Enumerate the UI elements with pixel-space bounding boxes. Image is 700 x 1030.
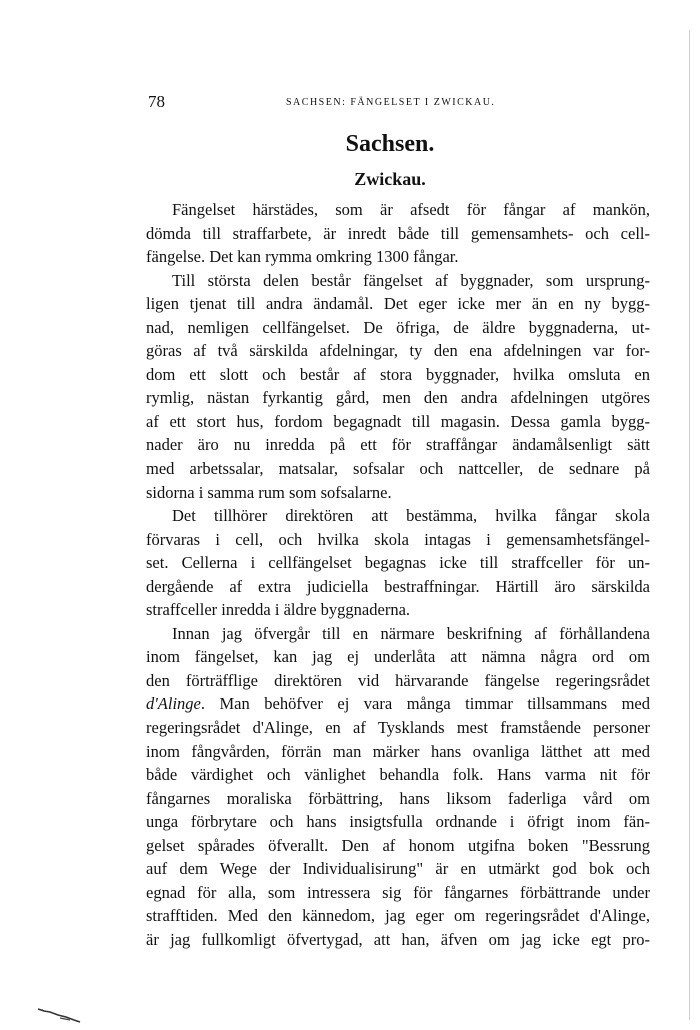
text-line: set. Cellerna i cellfängelset begagnas icke till straffceller för un- — [146, 553, 650, 573]
text-line: fängelse. Det kan rymma omkring 1300 fångar. — [146, 247, 459, 267]
text-line: inom fångvården, förrän man märker hans ovanliga lätthet att med — [146, 741, 650, 761]
text-line: fångarnes moraliska förbättring, hans liksom faderliga vård om — [146, 788, 650, 808]
text-line: gelset spårades öfverallt. Den af honom utgifna boken "Bessrung — [146, 835, 650, 855]
text-line: den förträfflige direktören vid härvarande fängelse regeringsrådet — [146, 670, 650, 690]
text-line: strafftiden. Med den kännedom, jag eger om regeringsrådet d'Alinge, — [146, 906, 650, 926]
page-number: 78 — [148, 92, 165, 111]
text-line: d'Alinge. Man behöfver ej vara många timmar tillsammans med — [146, 694, 650, 714]
text-line: dergående af extra judiciella bestraffningar. Härtill äro särskilda — [146, 576, 650, 596]
text-line: straffceller inredda i äldre byggnaderna. — [146, 600, 411, 620]
text-line: nad, nemligen cellfängelset. De öfriga, de äldre byggnaderna, ut- — [146, 317, 650, 337]
text-line: unga förbrytare och hans insigtsfulla ordnande i öfrigt inom fän- — [146, 812, 650, 832]
text-line: auf dem Wege der Individualisirung" är en utmärkt god bok och — [146, 859, 650, 879]
text-line: förvaras i cell, och hvilka skola intagas i gemensamhetsfängel- — [146, 529, 650, 549]
text-line: af ett stort hus, fordom begagnadt till magasin. Dessa gamla bygg- — [146, 411, 650, 431]
text-line: med arbetssalar, matsalar, sofsalar och nattceller, de sednare på — [146, 459, 650, 479]
text-line: regeringsrådet d'Alinge, en af Tysklands mest framstående personer — [146, 718, 650, 738]
text-line: är jag fullkomligt öfvertygad, att han, äfven om jag icke egt pro- — [146, 929, 650, 949]
text-line: både värdighet och vänlighet behandla folk. Hans varma nit för — [146, 765, 650, 785]
text-line: ligen tjenat till andra ändamål. Det eger icke mer än en ny bygg- — [146, 294, 650, 314]
text-line: dom ett slott och består af stora byggnader, hvilka omsluta en — [146, 364, 650, 384]
text-line: Fängelset härstädes, som är afsedt för fångar af mankön, — [172, 200, 650, 219]
text-line: dömda till straffarbete, är inredt både till gemensamhets- och cell- — [146, 223, 650, 243]
text-line: inom fängelset, kan jag ej underlåta att nämna några ord om — [146, 647, 650, 667]
text-line: nader äro nu inredda på ett för straffångar ändamålsenligt sätt — [146, 435, 650, 455]
ink-smudge-icon — [36, 1006, 82, 1024]
text-line: Till största delen består fängelset af byggnader, som ursprung- — [172, 270, 650, 290]
section-title: Sachsen. — [345, 131, 435, 157]
section-subtitle: Zwickau. — [354, 169, 426, 189]
running-head: SACHSEN: FÄNGELSET I ZWICKAU. — [286, 97, 496, 108]
text-line: Innan jag öfvergår till en närmare beskrifning af förhållandena — [172, 623, 650, 643]
text-line: rymlig, nästan fyrkantig gård, men den andra afdelningen utgöres — [146, 388, 650, 408]
text-line: sidorna i samma rum som sofsalarne. — [146, 482, 392, 502]
text-line: göras af två särskilda afdelningar, ty den ena afdelningen var for- — [146, 341, 650, 361]
text-line: Det tillhörer direktören att bestämma, hvilka fångar skola — [172, 506, 650, 526]
text-line: egnad för alla, som intressera sig för fångarnes förbättrande under — [146, 882, 650, 902]
page-edge-rule — [689, 30, 690, 1020]
body-text — [146, 198, 650, 952]
